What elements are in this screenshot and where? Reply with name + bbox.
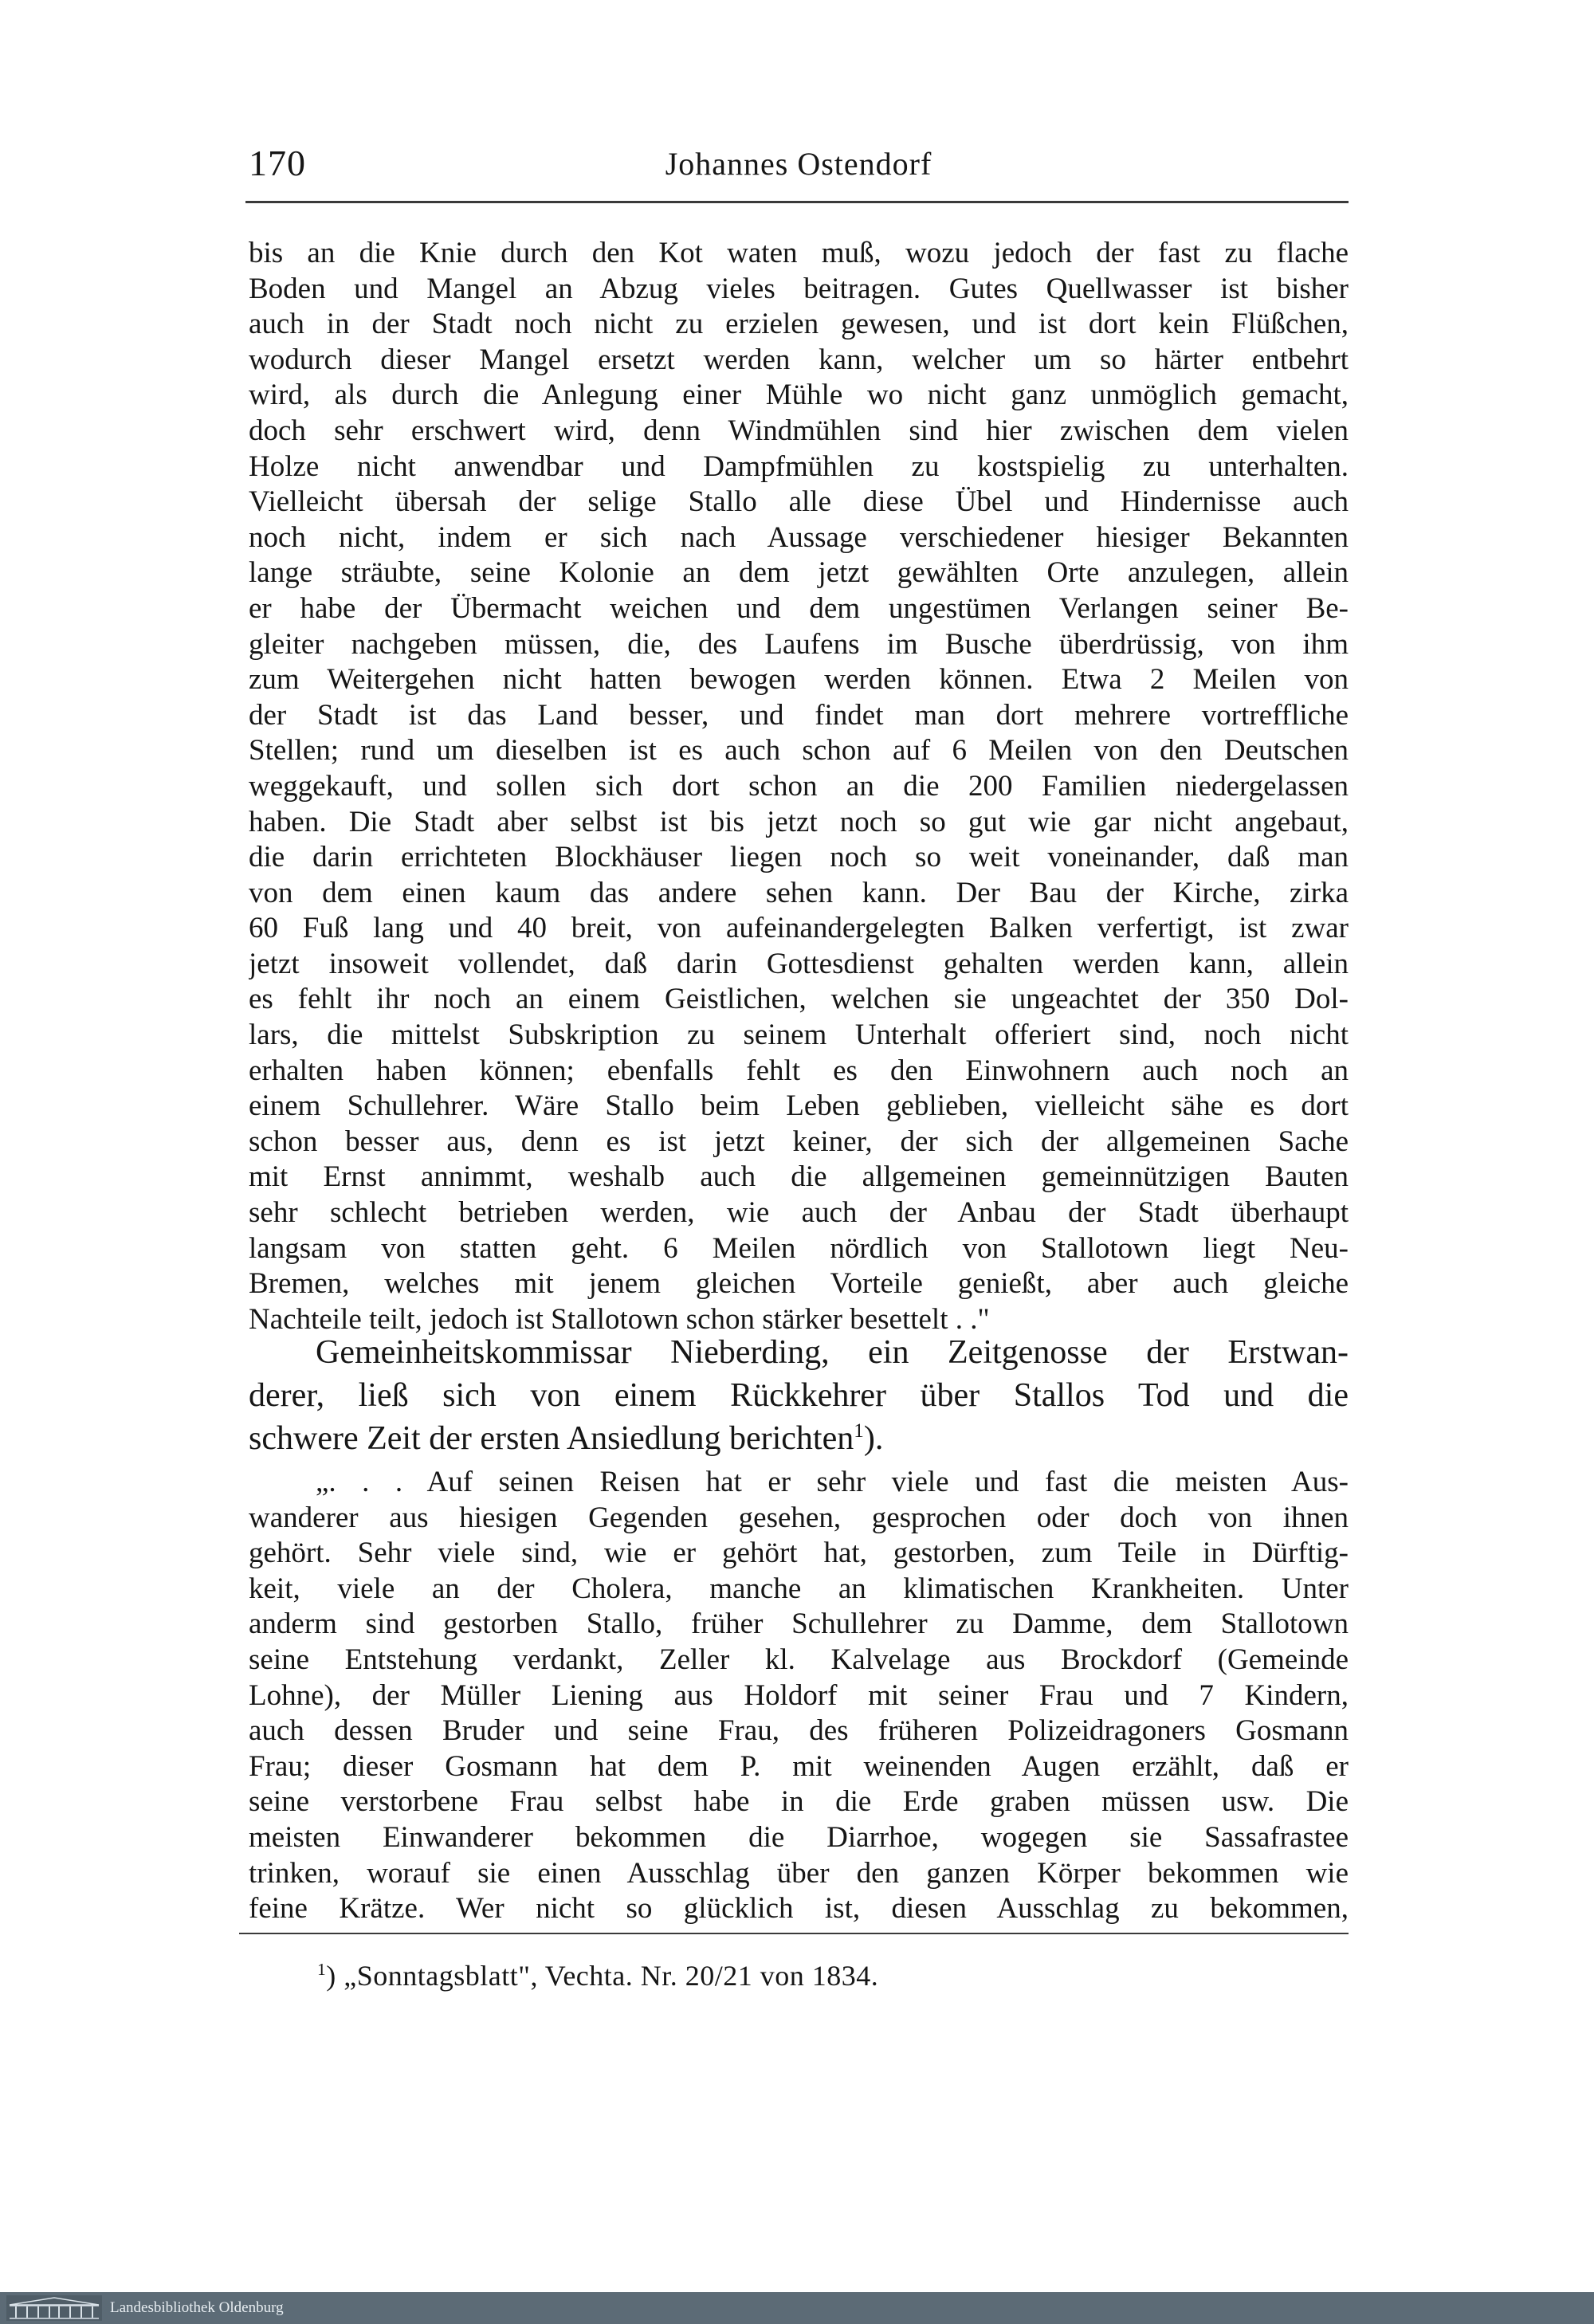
section-line: derer, ließ sich von einem Rückkehrer über Stallos Tod und die: [249, 1377, 1349, 1414]
text-line: erhalten haben können; ebenfalls fehlt es den Einwohnern auch noch an: [249, 1054, 1349, 1087]
text-line: jetzt insoweit vollendet, daß darin Gottesdienst gehalten werden kann, allein: [249, 947, 1349, 980]
text-line: Boden und Mangel an Abzug vieles beitragen. Gutes Quellwasser ist bisher: [249, 272, 1349, 305]
quote-line: „. . . Auf seinen Reisen hat er sehr viele und fast die meisten Aus-: [316, 1466, 1349, 1498]
footnote-reference[interactable]: 1: [854, 1420, 864, 1442]
quote-line: keit, viele an der Cholera, manche an klimatischen Krankheiten. Unter: [249, 1572, 1349, 1605]
text-line: von dem einen kaum das andere sehen kann. Der Bau der Kirche, zirka: [249, 876, 1349, 909]
quote-line: auch dessen Bruder und seine Frau, des früheren Polizeidragoners Gosmann: [249, 1714, 1349, 1748]
text-line: zum Weitergehen nicht hatten bewogen werden können. Etwa 2 Meilen von: [249, 663, 1349, 697]
text-line: lars, die mittelst Subskription zu seinem Unterhalt offeriert sind, noch nicht: [249, 1019, 1349, 1052]
quote-line: meisten Einwanderer bekommen die Diarrhoe, wogegen sie Sassafrastee: [249, 1820, 1349, 1854]
text-line: langsam von statten geht. 6 Meilen nördlich von Stallotown liegt Neu-: [249, 1231, 1349, 1265]
quote-line: seine verstorbene Frau selbst habe in die Erde graben müssen usw. Die: [249, 1785, 1349, 1819]
body-text: [249, 236, 1349, 1337]
library-name: Landesbibliothek Oldenburg: [110, 2299, 284, 2316]
section-line-text: schwere Zeit der ersten Ansiedlung berichten: [249, 1420, 854, 1457]
footnote: [317, 1959, 878, 1992]
text-line: sehr schlecht betrieben werden, wie auch der Anbau der Stadt überhaupt: [249, 1196, 1349, 1230]
text-line: auch in der Stadt noch nicht zu erzielen gewesen, und ist dort kein Flüßchen,: [249, 308, 1349, 341]
page-header: [249, 142, 1349, 198]
library-watermark-bar: [0, 2292, 1594, 2324]
quote-line: seine Entstehung verdankt, Zeller kl. Kalvelage aus Brockdorf (Gemeinde: [249, 1643, 1349, 1676]
text-line: er habe der Übermacht weichen und dem ungestümen Verlangen seiner Be-: [249, 591, 1349, 625]
text-line: Vielleicht übersah der selige Stallo alle diese Übel und Hindernisse auch: [249, 485, 1349, 519]
text-line: lange sträubte, seine Kolonie an dem jetzt gewählten Orte anzulegen, allein: [249, 556, 1349, 590]
text-line: Holze nicht anwendbar und Dampfmühlen zu kostspielig zu unterhalten.: [249, 449, 1349, 483]
quote-line: anderm sind gestorben Stallo, früher Schullehrer zu Damme, dem Stallotown: [249, 1608, 1349, 1641]
text-line: die darin errichteten Blockhäuser liegen noch so weit voneinander, daß man: [249, 841, 1349, 874]
footnote-marker: 1: [317, 1960, 327, 1979]
text-line: einem Schullehrer. Wäre Stallo beim Leben geblieben, vielleicht sähe es dort: [249, 1089, 1349, 1123]
text-line: es fehlt ihr noch an einem Geistlichen, welchen sie ungeachtet der 350 Dol-: [249, 983, 1349, 1016]
text-line: Stellen; rund um dieselben ist es auch schon auf 6 Meilen von den Deutschen: [249, 734, 1349, 767]
page-number: 170: [249, 143, 306, 183]
text-line: wodurch dieser Mangel ersetzt werden kann, welcher um so härter entbehrt: [249, 343, 1349, 376]
running-head: Johannes Ostendorf: [665, 146, 932, 182]
quote-line: Frau; dieser Gosmann hat dem P. mit weinenden Augen erzählt, daß er: [249, 1749, 1349, 1783]
footnote-text: ) „Sonntagsblatt", Vechta. Nr. 20/21 von 1834.: [326, 1960, 879, 1992]
quote-line: feine Krätze. Wer nicht so glücklich ist, diesen Ausschlag zu bekommen,: [249, 1892, 1349, 1926]
footnote-rule: [239, 1933, 1349, 1934]
text-line: 60 Fuß lang und 40 breit, von aufeinandergelegten Balken verfertigt, ist zwar: [249, 912, 1349, 945]
text-line: wird, als durch die Anlegung einer Mühle wo nicht ganz unmöglich gemacht,: [249, 379, 1349, 412]
text-line: bis an die Knie durch den Kot waten muß, wozu jedoch der fast zu flache: [249, 237, 1349, 269]
text-line: haben. Die Stadt aber selbst ist bis jetzt noch so gut wie gar nicht angebaut,: [249, 805, 1349, 838]
quote-line: Lohne), der Müller Liening aus Holdorf mit seiner Frau und 7 Kindern,: [249, 1678, 1349, 1712]
section-intro: [249, 1331, 1349, 1460]
section-line-end: ).: [863, 1420, 884, 1457]
text-line: mit Ernst annimmt, weshalb auch die allgemeinen gemeinnützigen Bauten: [249, 1160, 1349, 1194]
quote-line: trinken, worauf sie einen Ausschlag über den ganzen Körper bekommen wie: [249, 1856, 1349, 1890]
text-line: doch sehr erschwert wird, denn Windmühlen sind hier zwischen dem vielen: [249, 414, 1349, 447]
text-line: Nachteile teilt, jedoch ist Stallotown schon stärker besettelt . .": [249, 1302, 990, 1336]
quoted-report: [249, 1465, 1349, 1927]
text-line: Bremen, welches mit jenem gleichen Vorteile genießt, aber auch gleiche: [249, 1267, 1349, 1301]
header-rule: [245, 201, 1349, 203]
section-line: [249, 1417, 1349, 1460]
text-line: der Stadt ist das Land besser, und findet man dort mehrere vortreffliche: [249, 698, 1349, 732]
text-line: noch nicht, indem er sich nach Aussage verschiedener hiesiger Bekannten: [249, 520, 1349, 554]
quote-line: gehört. Sehr viele sind, wie er gehört hat, gestorben, zum Teile in Dürftig-: [249, 1537, 1349, 1570]
library-building-icon: [6, 2295, 102, 2321]
text-line: schon besser aus, denn es ist jetzt keiner, der sich der allgemeinen Sache: [249, 1125, 1349, 1158]
quote-line: wanderer aus hiesigen Gegenden gesehen, gesprochen oder doch von ihnen: [249, 1501, 1349, 1534]
text-line: weggekauft, und sollen sich dort schon an die 200 Familien niedergelassen: [249, 769, 1349, 803]
section-line: Gemeinheitskommissar Nieberding, ein Zeitgenosse der Erstwan-: [316, 1334, 1349, 1371]
text-line: gleiter nachgeben müssen, die, des Laufens im Busche überdrüssig, von ihm: [249, 627, 1349, 661]
